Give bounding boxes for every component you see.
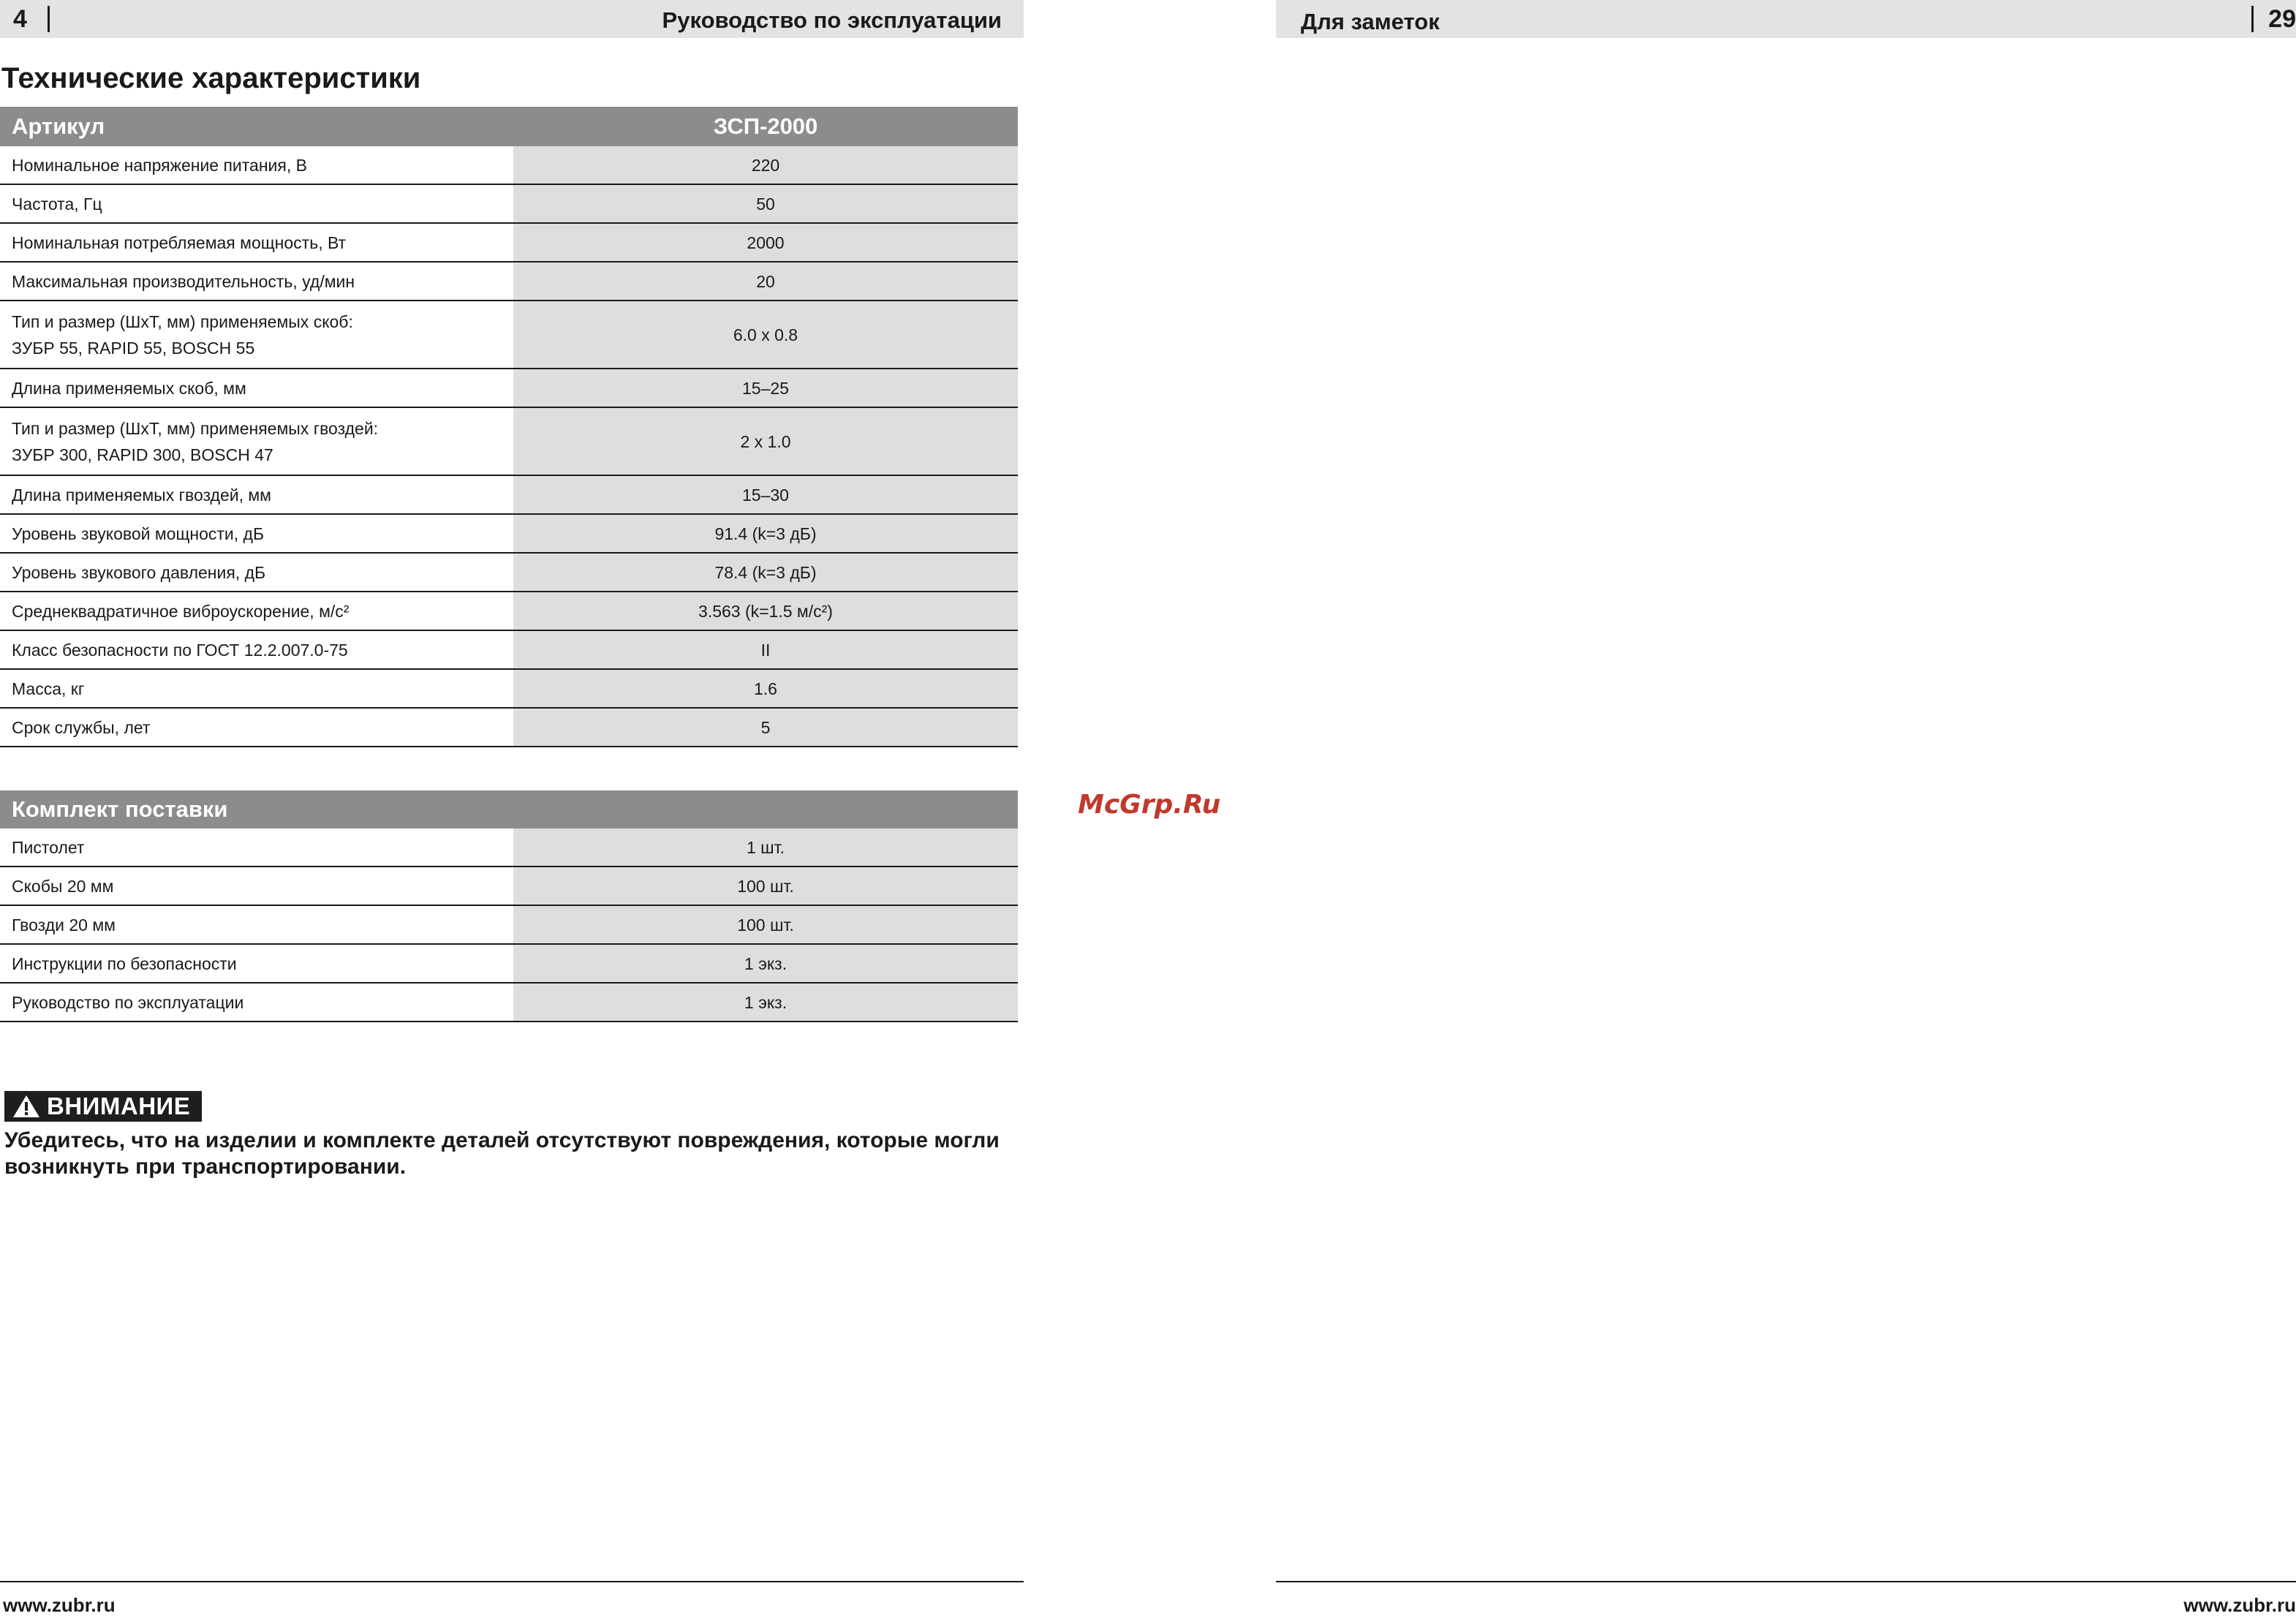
right-page bbox=[1276, 0, 2296, 1615]
warning-label: ВНИМАНИЕ bbox=[47, 1092, 191, 1120]
spec-value: 2000 bbox=[513, 223, 1018, 262]
table-row bbox=[0, 866, 1018, 905]
section-title: Технические характеристики bbox=[1, 62, 421, 94]
spec-value: 6.0 х 0.8 bbox=[513, 301, 1018, 369]
watermark: McGrp.Ru bbox=[1078, 790, 1221, 820]
footer-url: www.zubr.ru bbox=[2183, 1594, 2296, 1616]
kit-item-qty: 100 шт. bbox=[513, 905, 1018, 944]
kit-item-label: Инструкции по безопасности bbox=[0, 944, 513, 983]
spec-value: 5 bbox=[513, 708, 1018, 747]
table-row bbox=[0, 828, 1018, 866]
spec-value: 78.4 (k=3 дБ) bbox=[513, 553, 1018, 592]
header-title: Руководство по эксплуатации bbox=[662, 7, 1002, 33]
warning-badge bbox=[4, 1091, 202, 1122]
kit-table bbox=[0, 790, 1018, 1022]
kit-item-qty: 1 шт. bbox=[513, 828, 1018, 866]
table-row bbox=[0, 369, 1018, 407]
table-row bbox=[0, 944, 1018, 983]
spec-value: 2 х 1.0 bbox=[513, 407, 1018, 475]
kit-item-label: Скобы 20 мм bbox=[0, 866, 513, 905]
table-row bbox=[0, 553, 1018, 592]
spec-value: 91.4 (k=3 дБ) bbox=[513, 514, 1018, 553]
spec-label: Номинальная потребляемая мощность, Вт bbox=[0, 223, 513, 262]
spec-value: 15–25 bbox=[513, 369, 1018, 407]
spec-label: Класс безопасности по ГОСТ 12.2.007.0-75 bbox=[0, 630, 513, 669]
specs-table-header bbox=[0, 107, 1018, 146]
page-header bbox=[1276, 0, 2296, 38]
kit-item-label: Пистолет bbox=[0, 828, 513, 866]
table-row bbox=[0, 223, 1018, 262]
kit-item-label: Гвозди 20 мм bbox=[0, 905, 513, 944]
warning-triangle-icon bbox=[12, 1094, 41, 1119]
page-header bbox=[0, 0, 1024, 38]
spec-label: Уровень звукового давления, дБ bbox=[0, 553, 513, 592]
specs-table bbox=[0, 107, 1018, 747]
kit-item-qty: 100 шт. bbox=[513, 866, 1018, 905]
spec-label: Срок службы, лет bbox=[0, 708, 513, 747]
spec-value: 20 bbox=[513, 262, 1018, 301]
kit-item-qty: 1 экз. bbox=[513, 944, 1018, 983]
table-row bbox=[0, 669, 1018, 708]
footer-divider bbox=[1276, 1581, 2296, 1582]
spec-label: Номинальное напряжение питания, В bbox=[0, 146, 513, 184]
footer-url: www.zubr.ru bbox=[3, 1594, 116, 1616]
spec-label: Длина применяемых гвоздей, мм bbox=[0, 475, 513, 514]
spec-label: Тип и размер (ШхТ, мм) применяемых гвоздей: ЗУБР 300, RAPID 300, BOSCH 47 bbox=[0, 407, 513, 475]
table-row bbox=[0, 630, 1018, 669]
spec-value: 15–30 bbox=[513, 475, 1018, 514]
table-row bbox=[0, 708, 1018, 747]
spec-value: 1.6 bbox=[513, 669, 1018, 708]
spec-label: Максимальная производительность, уд/мин bbox=[0, 262, 513, 301]
table-row bbox=[0, 592, 1018, 630]
page-number: 29 bbox=[2268, 5, 2296, 33]
table-row bbox=[0, 301, 1018, 369]
table-row bbox=[0, 475, 1018, 514]
spec-label: Длина применяемых скоб, мм bbox=[0, 369, 513, 407]
spec-label: Среднеквадратичное виброускорение, м/с² bbox=[0, 592, 513, 630]
spec-value: 3.563 (k=1.5 м/с²) bbox=[513, 592, 1018, 630]
specs-col1-header: Артикул bbox=[0, 107, 513, 146]
spec-label: Масса, кг bbox=[0, 669, 513, 708]
spec-label: Тип и размер (ШхТ, мм) применяемых скоб: ЗУБР 55, RAPID 55, BOSCH 55 bbox=[0, 301, 513, 369]
header-divider bbox=[48, 6, 50, 32]
spec-label: Частота, Гц bbox=[0, 184, 513, 223]
specs-col2-header: ЗСП-2000 bbox=[513, 107, 1018, 146]
header-divider bbox=[2251, 6, 2254, 32]
table-row bbox=[0, 905, 1018, 944]
spec-value: II bbox=[513, 630, 1018, 669]
footer-divider bbox=[0, 1581, 1024, 1582]
kit-header: Комплект поставки bbox=[0, 790, 1018, 828]
header-title: Для заметок bbox=[1301, 9, 1440, 34]
table-row bbox=[0, 146, 1018, 184]
table-row bbox=[0, 514, 1018, 553]
kit-item-qty: 1 экз. bbox=[513, 983, 1018, 1022]
page-number: 4 bbox=[13, 5, 27, 33]
spec-value: 50 bbox=[513, 184, 1018, 223]
left-page bbox=[0, 0, 1024, 1615]
spec-value: 220 bbox=[513, 146, 1018, 184]
table-row bbox=[0, 983, 1018, 1022]
kit-table-header bbox=[0, 790, 1018, 828]
warning-text: Убедитесь, что на изделии и комплекте деталей отсутствуют повреждения, которые могли возникнуть при транспортировании. bbox=[4, 1128, 1000, 1179]
table-row bbox=[0, 407, 1018, 475]
table-row bbox=[0, 184, 1018, 223]
spec-label: Уровень звуковой мощности, дБ bbox=[0, 514, 513, 553]
kit-item-label: Руководство по эксплуатации bbox=[0, 983, 513, 1022]
table-row bbox=[0, 262, 1018, 301]
